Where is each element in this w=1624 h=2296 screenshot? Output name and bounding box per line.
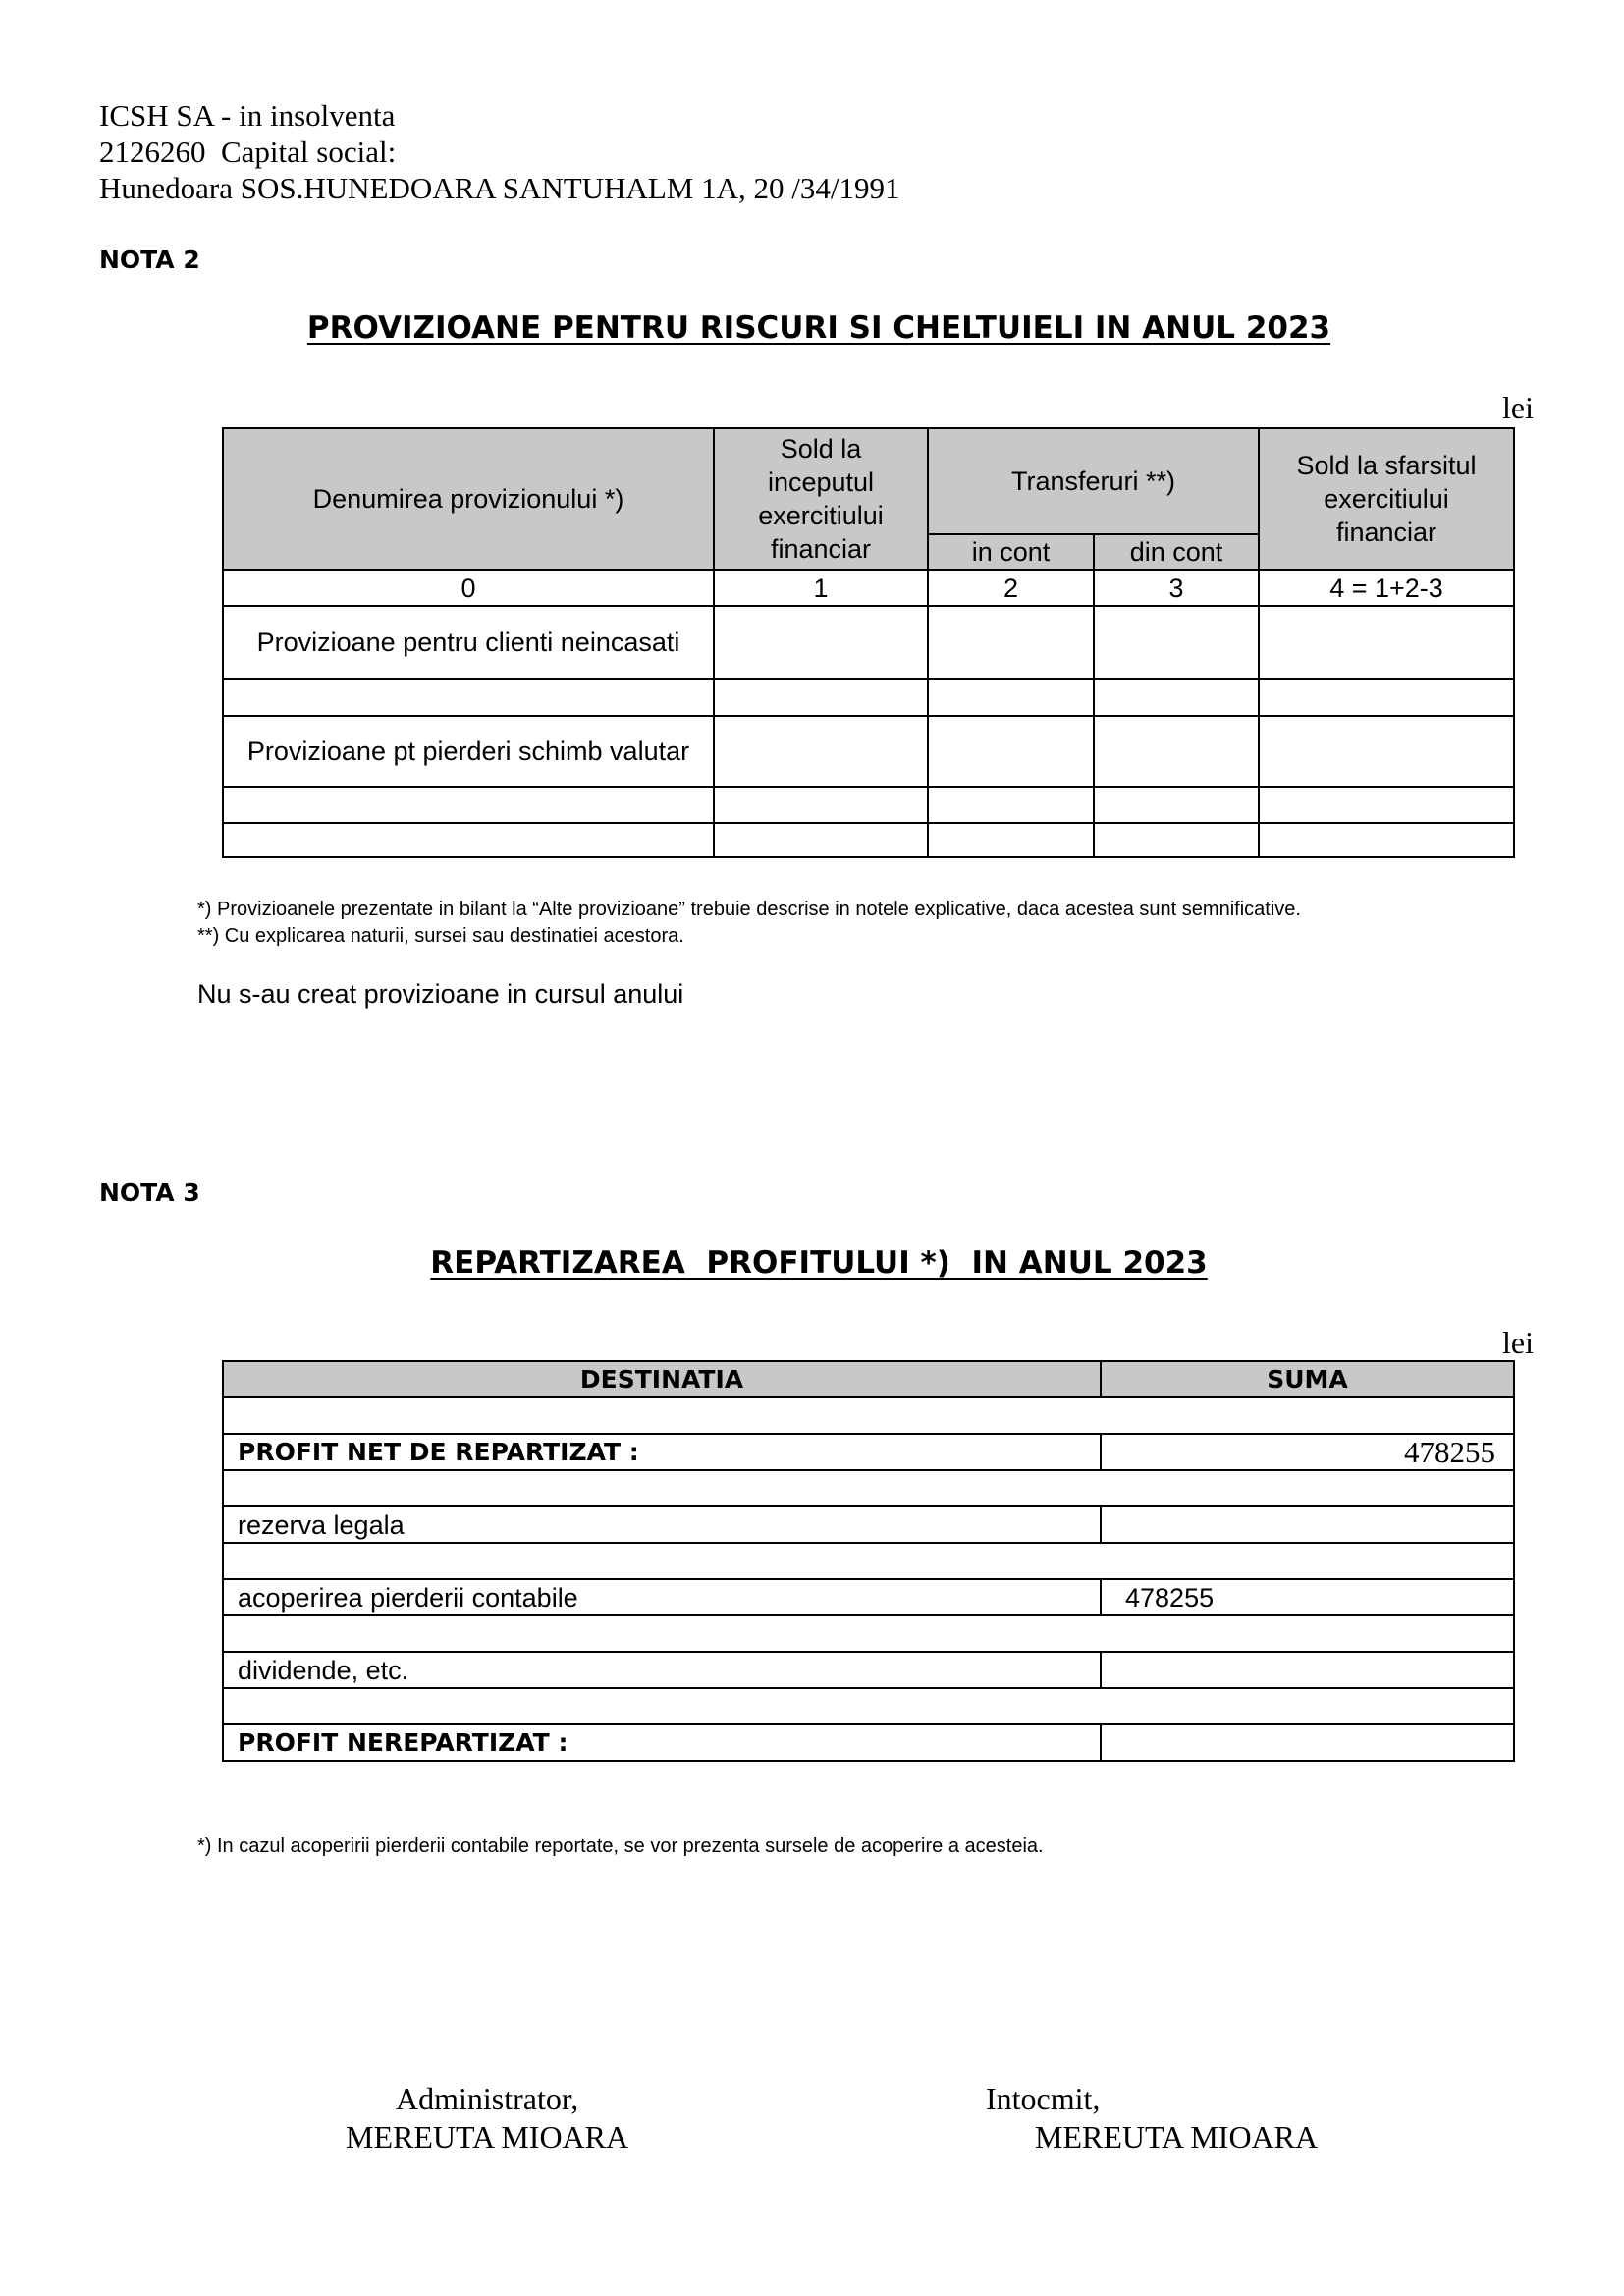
provisions-table bbox=[222, 427, 1515, 858]
header-in-cont: in cont bbox=[928, 534, 1094, 570]
nota3-footnote: *) In cazul acoperirii pierderii contabile reportate, se vor prezenta sursele de acoperire a acesteia. bbox=[197, 1835, 1044, 1857]
table-row bbox=[223, 787, 1514, 823]
cell-transfer-out bbox=[1094, 823, 1259, 857]
cell-sold-end bbox=[1259, 787, 1514, 823]
cell-provision-name bbox=[223, 823, 714, 857]
index-cell: 4 = 1+2-3 bbox=[1259, 570, 1514, 606]
table-header-row bbox=[223, 1361, 1514, 1397]
cell-sold-end bbox=[1259, 679, 1514, 716]
cell-transfer-out bbox=[1094, 606, 1259, 679]
table-header-row bbox=[223, 428, 1514, 534]
header-sold-end: Sold la sfarsitul exercitiului financiar bbox=[1259, 428, 1514, 570]
cell-suma: 478255 bbox=[1101, 1434, 1514, 1470]
table-row bbox=[223, 1434, 1514, 1470]
cell-provision-name bbox=[223, 787, 714, 823]
nota2-note: Nu s-au creat provizioane in cursul anului bbox=[197, 979, 684, 1009]
cell-sold-start bbox=[714, 716, 928, 787]
cell-destinatia: PROFIT NEREPARTIZAT : bbox=[223, 1724, 1101, 1761]
cell-suma bbox=[1101, 1652, 1514, 1688]
header-sold-start: Sold la inceputul exercitiului financiar bbox=[714, 428, 928, 570]
cell-provision-name bbox=[223, 679, 714, 716]
cell-transfer-out bbox=[1094, 679, 1259, 716]
table-row bbox=[223, 1724, 1514, 1761]
profit-distribution-table bbox=[222, 1360, 1515, 1762]
index-cell: 1 bbox=[714, 570, 928, 606]
nota2-title: PROVIZIOANE PENTRU RISCURI SI CHELTUIELI IN ANUL 2023 bbox=[306, 310, 1331, 346]
blank-cell bbox=[223, 1615, 1514, 1652]
nota2-label: NOTA 2 bbox=[99, 246, 200, 274]
blank-row bbox=[223, 1397, 1514, 1434]
cell-sold-start bbox=[714, 823, 928, 857]
header-din-cont: din cont bbox=[1094, 534, 1259, 570]
header-suma: SUMA bbox=[1101, 1361, 1514, 1397]
blank-row bbox=[223, 1543, 1514, 1579]
nota3-label: NOTA 3 bbox=[99, 1178, 200, 1207]
cell-transfer-in bbox=[928, 716, 1094, 787]
index-cell: 3 bbox=[1094, 570, 1259, 606]
index-cell: 2 bbox=[928, 570, 1094, 606]
signature-preparer-role: Intocmit, bbox=[986, 2081, 1101, 2116]
cell-destinatia: rezerva legala bbox=[223, 1506, 1101, 1543]
nota2-unit: lei bbox=[1502, 390, 1534, 425]
cell-sold-end bbox=[1259, 823, 1514, 857]
table-row bbox=[223, 1506, 1514, 1543]
nota2-footnotes bbox=[197, 897, 1301, 950]
company-registration: 2126260 Capital social: bbox=[99, 135, 397, 169]
cell-destinatia: acoperirea pierderii contabile bbox=[223, 1579, 1101, 1615]
blank-cell bbox=[223, 1688, 1514, 1724]
cell-sold-end bbox=[1259, 606, 1514, 679]
blank-cell bbox=[223, 1543, 1514, 1579]
cell-transfer-out bbox=[1094, 787, 1259, 823]
cell-destinatia: dividende, etc. bbox=[223, 1652, 1101, 1688]
cell-sold-start bbox=[714, 606, 928, 679]
table-row bbox=[223, 1652, 1514, 1688]
blank-row bbox=[223, 1615, 1514, 1652]
blank-cell bbox=[223, 1470, 1514, 1506]
footnote: *) Provizioanele prezentate in bilant la “Alte provizioane” trebuie descrise in notele explicative, daca acestea sunt semnificative. bbox=[197, 899, 1301, 920]
company-address: Hunedoara SOS.HUNEDOARA SANTUHALM 1A, 20 /34/1991 bbox=[99, 171, 900, 205]
table-row bbox=[223, 1579, 1514, 1615]
cell-transfer-out bbox=[1094, 716, 1259, 787]
header-provision-name: Denumirea provizionului *) bbox=[223, 428, 714, 570]
cell-transfer-in bbox=[928, 679, 1094, 716]
cell-provision-name: Provizioane pentru clienti neincasati bbox=[223, 606, 714, 679]
blank-row bbox=[223, 1470, 1514, 1506]
cell-suma bbox=[1101, 1506, 1514, 1543]
column-index-row bbox=[223, 570, 1514, 606]
cell-provision-name: Provizioane pt pierderi schimb valutar bbox=[223, 716, 714, 787]
cell-sold-start bbox=[714, 787, 928, 823]
blank-row bbox=[223, 1688, 1514, 1724]
cell-transfer-in bbox=[928, 823, 1094, 857]
blank-cell bbox=[223, 1397, 1514, 1434]
signature-administrator-role: Administrator, bbox=[396, 2081, 579, 2116]
company-name: ICSH SA - in insolventa bbox=[99, 98, 396, 133]
table-row bbox=[223, 823, 1514, 857]
company-header bbox=[99, 97, 899, 206]
table-row bbox=[223, 679, 1514, 716]
header-transfers: Transferuri **) bbox=[928, 428, 1259, 534]
index-cell: 0 bbox=[223, 570, 714, 606]
nota3-title: REPARTIZAREA PROFITULUI *) IN ANUL 2023 bbox=[430, 1245, 1208, 1281]
cell-transfer-in bbox=[928, 606, 1094, 679]
nota3-unit: lei bbox=[1502, 1325, 1534, 1360]
table-row bbox=[223, 716, 1514, 787]
header-destinatia: DESTINATIA bbox=[223, 1361, 1101, 1397]
cell-transfer-in bbox=[928, 787, 1094, 823]
table-row bbox=[223, 606, 1514, 679]
cell-destinatia: PROFIT NET DE REPARTIZAT : bbox=[223, 1434, 1101, 1470]
signature-administrator-name: MEREUTA MIOARA bbox=[346, 2119, 629, 2155]
cell-sold-start bbox=[714, 679, 928, 716]
signature-preparer-name: MEREUTA MIOARA bbox=[1035, 2119, 1319, 2155]
cell-suma bbox=[1101, 1724, 1514, 1761]
footnote: **) Cu explicarea naturii, sursei sau destinatiei acestora. bbox=[197, 925, 684, 947]
cell-sold-end bbox=[1259, 716, 1514, 787]
cell-suma: 478255 bbox=[1101, 1579, 1514, 1615]
